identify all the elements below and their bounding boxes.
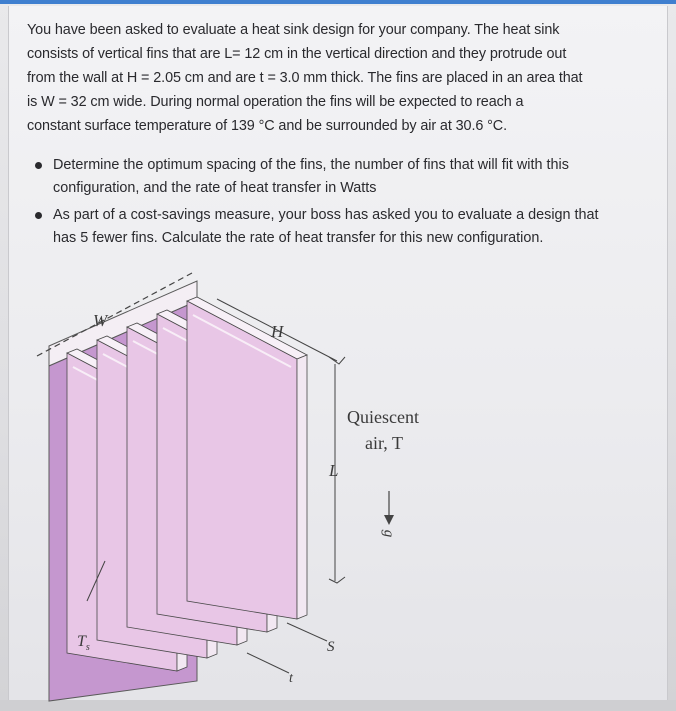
t-mark-line <box>247 653 289 673</box>
statement-line: is W = 32 cm wide. During normal operation the fins will be expected to reach a <box>27 94 524 110</box>
task-line: Determine the optimum spacing of the fins, the number of fins that will fit with this <box>53 157 569 173</box>
top-accent-bar <box>0 0 676 4</box>
l-arrow-bottom <box>329 577 345 583</box>
t-label: t <box>289 671 293 686</box>
ts-label-sub: s <box>85 642 90 654</box>
ts-label-main: T <box>77 633 86 650</box>
heat-sink-diagram <box>27 261 607 706</box>
task-item-fewer-fins <box>35 204 665 250</box>
task-list <box>35 154 665 254</box>
statement-line: from the wall at H = 2.05 cm and are t = 3.0 mm thick. The fins are placed in an area that <box>27 70 583 86</box>
l-label: L <box>329 461 339 480</box>
w-label: W <box>93 311 108 330</box>
task-line: As part of a cost-savings measure, your boss has asked you to evaluate a design that <box>53 207 599 223</box>
bullet-dot-icon <box>35 162 42 169</box>
fin-group <box>67 297 307 671</box>
bullet-dot-icon <box>35 212 42 219</box>
problem-statement <box>27 18 657 138</box>
question-card <box>8 6 668 700</box>
air-label: air, T <box>365 433 403 453</box>
task-line: configuration, and the rate of heat transfer in Watts <box>53 180 377 196</box>
gravity-arrowhead <box>384 515 394 525</box>
heat-sink-figure <box>27 261 607 706</box>
task-item-optimum-spacing <box>35 154 665 200</box>
quiescent-label: Quiescent <box>347 407 419 427</box>
s-mark-line <box>287 623 327 641</box>
h-label: H <box>271 322 284 341</box>
task-line: has 5 fewer fins. Calculate the rate of heat transfer for this new configuration. <box>53 230 544 246</box>
statement-line: consists of vertical fins that are L= 12 cm in the vertical direction and they protrude out <box>27 46 567 62</box>
statement-line: constant surface temperature of 139 °C and be surrounded by air at 30.6 °C. <box>27 118 507 134</box>
g-label: g <box>380 529 397 538</box>
ts-label <box>77 633 90 653</box>
fin-edge-face <box>297 355 307 619</box>
s-label: S <box>327 639 335 655</box>
statement-line: You have been asked to evaluate a heat sink design for your company. The heat sink <box>27 22 560 38</box>
